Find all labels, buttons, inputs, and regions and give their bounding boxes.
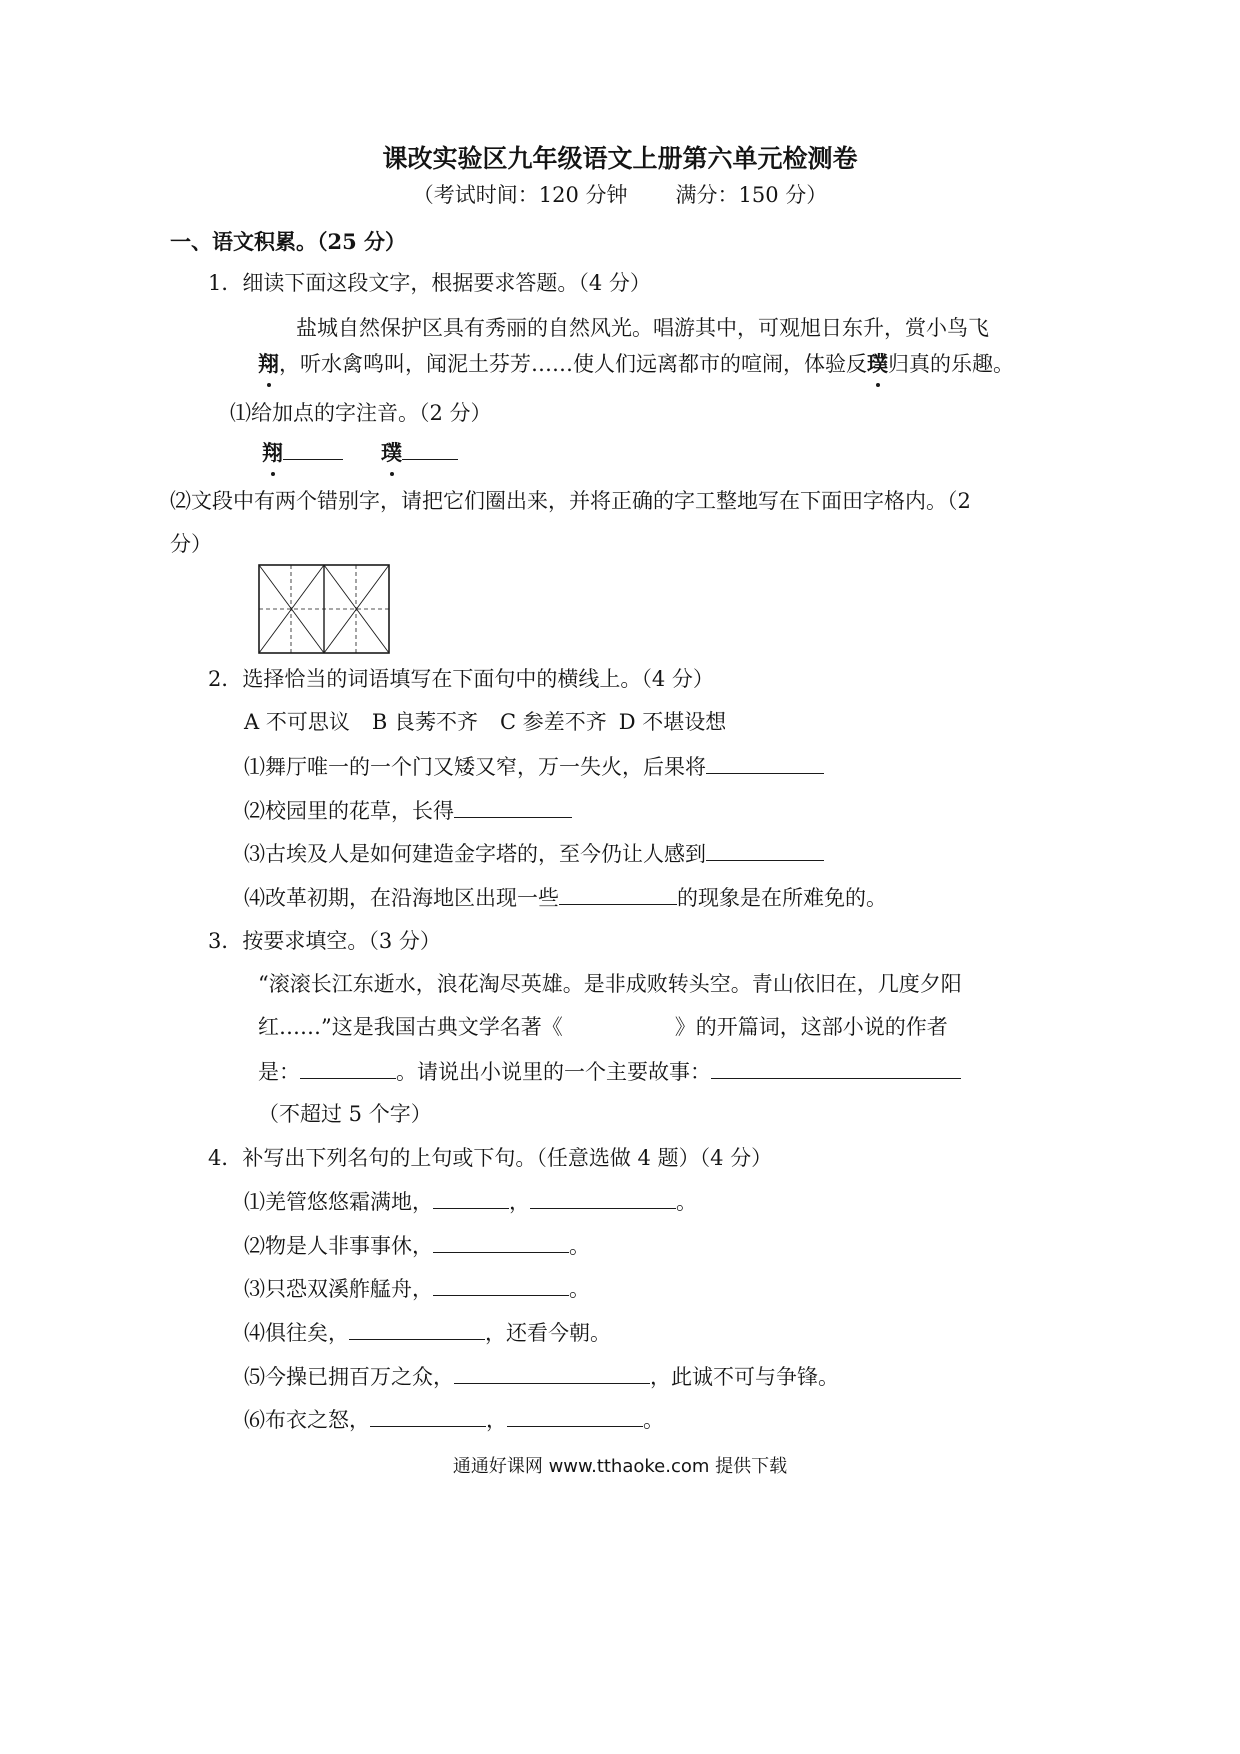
q4-item2 [244,1230,590,1261]
q1-passage-line1: 盐城自然保护区具有秀丽的自然风光。唱游其中，可观旭日东升，赏小鸟飞 [296,316,989,340]
q4-item3-pre: ⑶只恐双溪舴艋舟， [244,1277,433,1301]
q3-author-blank[interactable] [300,1056,396,1079]
q2-item1-text: ⑴舞厅唯一的一个门又矮又窄，万一失火，后果将 [244,755,706,779]
q4-item5 [244,1361,839,1392]
q2-item4 [244,882,887,913]
q4-blank-1b[interactable] [530,1186,676,1209]
q4-item4-pre: ⑷俱往矣， [244,1321,349,1345]
q4-blank-4[interactable] [349,1317,485,1340]
q4-item1 [244,1186,697,1217]
q4-item1-pre: ⑴羌管悠悠霜满地， [244,1190,433,1214]
q2-stem: 2．选择恰当的词语填写在下面句中的横线上。（4 分） [208,667,714,691]
option-d: D 不堪设想 [618,710,727,734]
section-heading: 一、语文积累。（25 分） [170,229,407,254]
q2-blank-2[interactable] [454,795,572,818]
q4-blank-5[interactable] [454,1361,650,1384]
page-footer: 通通好课网 www.tthaoke.com 提供下载 [452,1456,788,1477]
q4-blank-6b[interactable] [507,1404,643,1427]
exam-time: （考试时间：120 分钟 [412,183,628,207]
q3-line1: “滚滚长江东逝水，浪花淘尽英雄。是非成败转头空。青山依旧在，几度夕阳 [258,972,962,996]
pinyin-char-xiang: 翔 [262,438,283,468]
q2-blank-4[interactable] [559,882,677,905]
exam-info [0,180,1240,210]
period: 。 [569,1277,590,1301]
dotted-char-xiang: 翔 [258,349,279,379]
q4-item5-pre: ⑸今操已拥百万之众， [244,1365,454,1389]
q2-item1 [244,751,824,782]
q2-item2 [244,795,572,826]
comma: ， [509,1190,530,1214]
q1-sub2-line2: 分） [170,532,212,556]
option-a: A 不可思议 [244,710,350,734]
q1-pinyin-row [262,437,458,468]
q4-stem: 4．补写出下列名句的上句或下句。（任意选做 4 题）（4 分） [208,1146,773,1170]
q4-item5-post: ，此诚不可与争锋。 [650,1365,839,1389]
exam-score: 满分：150 分） [675,183,828,207]
q3-line3-mid: 。请说出小说里的一个主要故事： [396,1060,711,1084]
q3-line2-post: 》的开篇词，这部小说的作者 [674,1015,948,1039]
period: 。 [676,1190,697,1214]
q3-line2-pre: 红……”这是我国古典文学名著《 [258,1015,563,1039]
q2-blank-1[interactable] [706,751,824,774]
dotted-char-pu: 璞 [867,349,888,379]
q3-line2 [258,1012,948,1042]
q1-sub1: ⑴给加点的字注音。（2 分） [230,401,492,425]
passage-text: ，听水禽鸣叫，闻泥土芬芳……使人们远离都市的喧闹，体验反 [279,352,867,376]
q2-item2-text: ⑵校园里的花草，长得 [244,799,454,823]
page-title: 课改实验区九年级语文上册第六单元检测卷 [382,144,858,173]
period: 。 [569,1234,590,1258]
q4-item2-pre: ⑵物是人非事事休， [244,1234,433,1258]
tianzige-grid[interactable] [258,564,394,656]
q2-item3-text: ⑶古埃及人是如何建造金字塔的，至今仍让人感到 [244,842,706,866]
q4-item6-pre: ⑹布衣之怒， [244,1408,370,1432]
q1-passage-line2 [258,349,1014,379]
q3-line4: （不超过 5 个字） [258,1102,432,1126]
q3-line3 [258,1056,961,1087]
q2-item3 [244,838,824,869]
pinyin-blank-1[interactable] [283,437,343,460]
q4-item4 [244,1317,611,1348]
q2-blank-3[interactable] [706,838,824,861]
period: 。 [643,1408,664,1432]
q4-item6 [244,1404,664,1435]
q4-blank-6a[interactable] [370,1404,486,1427]
q3-stem: 3．按要求填空。（3 分） [208,929,441,953]
q4-blank-1a[interactable] [433,1186,509,1209]
q2-options [244,707,726,737]
option-b: B 良莠不齐 [371,710,478,734]
q4-blank-3[interactable] [433,1273,569,1296]
q3-story-blank[interactable] [711,1056,961,1079]
pinyin-char-pu: 璞 [381,438,402,468]
q3-line3-pre: 是： [258,1060,300,1084]
option-c: C 参差不齐 [499,710,607,734]
q2-item4-post: 的现象是在所难免的。 [677,886,887,910]
q4-blank-2[interactable] [433,1230,569,1253]
q4-item4-post: ，还看今朝。 [485,1321,611,1345]
comma: ， [486,1408,507,1432]
q1-stem: 1．细读下面这段文字，根据要求答题。（4 分） [208,271,651,295]
q4-item3 [244,1273,590,1304]
pinyin-blank-2[interactable] [402,437,458,460]
q1-sub2-line1: ⑵文段中有两个错别字，请把它们圈出来，并将正确的字工整地写在下面田字格内。（2 [170,489,971,513]
q2-item4-pre: ⑷改革初期，在沿海地区出现一些 [244,886,559,910]
passage-text-end: 归真的乐趣。 [888,352,1014,376]
